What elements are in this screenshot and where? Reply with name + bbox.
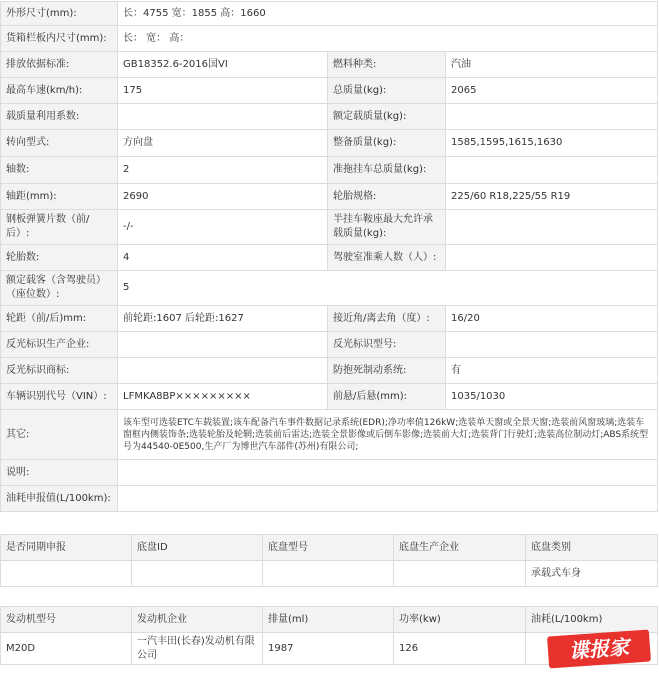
steering-value: 方向盘 [118,130,328,157]
engine-header: 功率(kw) [394,607,526,633]
overhang-label: 前悬/后悬(mm): [328,384,446,410]
speed-label: 最高车速(km/h): [1,78,118,104]
spec-row-leaf [1,210,658,245]
spec-row-emission [1,52,658,78]
chassis-cell [394,561,526,587]
chassis-row [1,561,658,587]
spec-table [0,1,658,512]
fuel-report-label: 油耗申报值(L/100km): [1,486,118,512]
fuel-value: 汽油 [446,52,658,78]
tire-spec-label: 轮胎规格: [328,184,446,210]
note-value [118,460,658,486]
semi-label: 半挂车鞍座最大允许承载质量(kg): [328,210,446,245]
chassis-header: 底盘类别 [526,535,658,561]
note-label: 说明: [1,460,118,486]
chassis-header: 底盘型号 [263,535,394,561]
overhang-value: 1035/1030 [446,384,658,410]
axles-value: 2 [118,157,328,184]
engine-cell: M20D [1,633,132,665]
load-util-value [118,104,328,130]
track-value: 前轮距:1607 后轮距:1627 [118,306,328,332]
rated-load-label: 额定载质量(kg): [328,104,446,130]
spec-row-dims [1,2,658,26]
chassis-header-row [1,535,658,561]
fuel-label: 燃料种类: [328,52,446,78]
reflector-co-label: 反光标识生产企业: [1,332,118,358]
load-util-label: 载质量利用系数: [1,104,118,130]
trailer-label: 准拖挂车总质量(kg): [328,157,446,184]
trailer-value [446,157,658,184]
spec-row-note [1,460,658,486]
leaf-label: 钢板弹簧片数（前/后）: [1,210,118,245]
spec-row-load [1,104,658,130]
seats-label: 额定载客（含驾驶员）（座位数）: [1,271,118,306]
wheelbase-label: 轴距(mm): [1,184,118,210]
spec-row-axles [1,157,658,184]
emission-label: 排放依据标准: [1,52,118,78]
spec-row-vin [1,384,658,410]
watermark-logo-icon [546,628,652,669]
angle-value: 16/20 [446,306,658,332]
spec-row-speed [1,78,658,104]
spec-row-cargo [1,26,658,52]
abs-label: 防抱死制动系统: [328,358,446,384]
spec-row-brand [1,358,658,384]
engine-cell: 126 [394,633,526,665]
fuel-report-value [118,486,658,512]
emission-value: GB18352.6-2016国VI [118,52,328,78]
total-mass-label: 总质量(kg): [328,78,446,104]
spec-row-seats [1,271,658,306]
axles-label: 轴数: [1,157,118,184]
svg-text:谍报家: 谍报家 [568,634,630,664]
spec-row-wheelbase [1,184,658,210]
spec-row-other [1,410,658,460]
chassis-cell [1,561,132,587]
speed-value: 175 [118,78,328,104]
chassis-cell: 承载式车身 [526,561,658,587]
spec-row-fuel-report [1,486,658,512]
spec-row-track [1,306,658,332]
dims-label: 外形尺寸(mm): [1,2,118,26]
watermark-logo [546,628,652,669]
abs-value: 有 [446,358,658,384]
engine-header: 排量(ml) [263,607,394,633]
reflector-brand-label: 反光标识商标: [1,358,118,384]
reflector-model-label: 反光标识型号: [328,332,446,358]
other-label: 其它: [1,410,118,460]
semi-value [446,210,658,245]
tire-spec-value: 225/60 R18,225/55 R19 [446,184,658,210]
reflector-co-value [118,332,328,358]
cargo-value: 长： 宽： 高： [118,26,658,52]
spec-row-steering [1,130,658,157]
engine-cell: 1987 [263,633,394,665]
curb-value: 1585,1595,1615,1630 [446,130,658,157]
total-mass-value: 2065 [446,78,658,104]
reflector-model-value [446,332,658,358]
engine-header: 油耗(L/100km) [526,607,658,633]
steering-label: 转向型式: [1,130,118,157]
chassis-cell [263,561,394,587]
cab-value [446,245,658,271]
vin-label: 车辆识别代号（VIN）: [1,384,118,410]
dims-value: 长：4755 宽：1855 高：1660 [118,2,658,26]
cab-label: 驾驶室准乘人数（人）: [328,245,446,271]
chassis-header: 底盘ID [132,535,263,561]
spec-row-tires [1,245,658,271]
reflector-brand-value [118,358,328,384]
chassis-cell [132,561,263,587]
engine-header: 发动机型号 [1,607,132,633]
tires-value: 4 [118,245,328,271]
engine-header: 发动机企业 [132,607,263,633]
spec-row-reflector [1,332,658,358]
engine-cell: 一汽丰田(长春)发动机有限公司 [132,633,263,665]
seats-value: 5 [118,271,658,306]
chassis-header: 底盘生产企业 [394,535,526,561]
tires-label: 轮胎数: [1,245,118,271]
wheelbase-value: 2690 [118,184,328,210]
other-value: 该车型可选装ETC车载装置;该车配备汽车事件数据记录系统(EDR);净功率值126kW;选装单天窗或全景天窗;选装前风窗玻璃;选装车窗框内侧装饰条;选装轮胎及轮辋;选装前后雷达;选装全景影像或后倒车影像;选装前大灯;选装背门行驶灯;选装高位制动灯;ABS系统型号为44540-0E500,生产厂为博世汽车部件(苏州)有限公司; [118,410,658,460]
vin-value: LFMKA8BP××××××××× [118,384,328,410]
chassis-table [0,534,658,587]
chassis-header: 是否同期申报 [1,535,132,561]
leaf-value: -/- [118,210,328,245]
engine-header-row [1,607,658,633]
cargo-label: 货箱栏板内尺寸(mm): [1,26,118,52]
rated-load-value [446,104,658,130]
track-label: 轮距（前/后)mm: [1,306,118,332]
angle-label: 接近角/离去角（度）: [328,306,446,332]
curb-label: 整备质量(kg): [328,130,446,157]
